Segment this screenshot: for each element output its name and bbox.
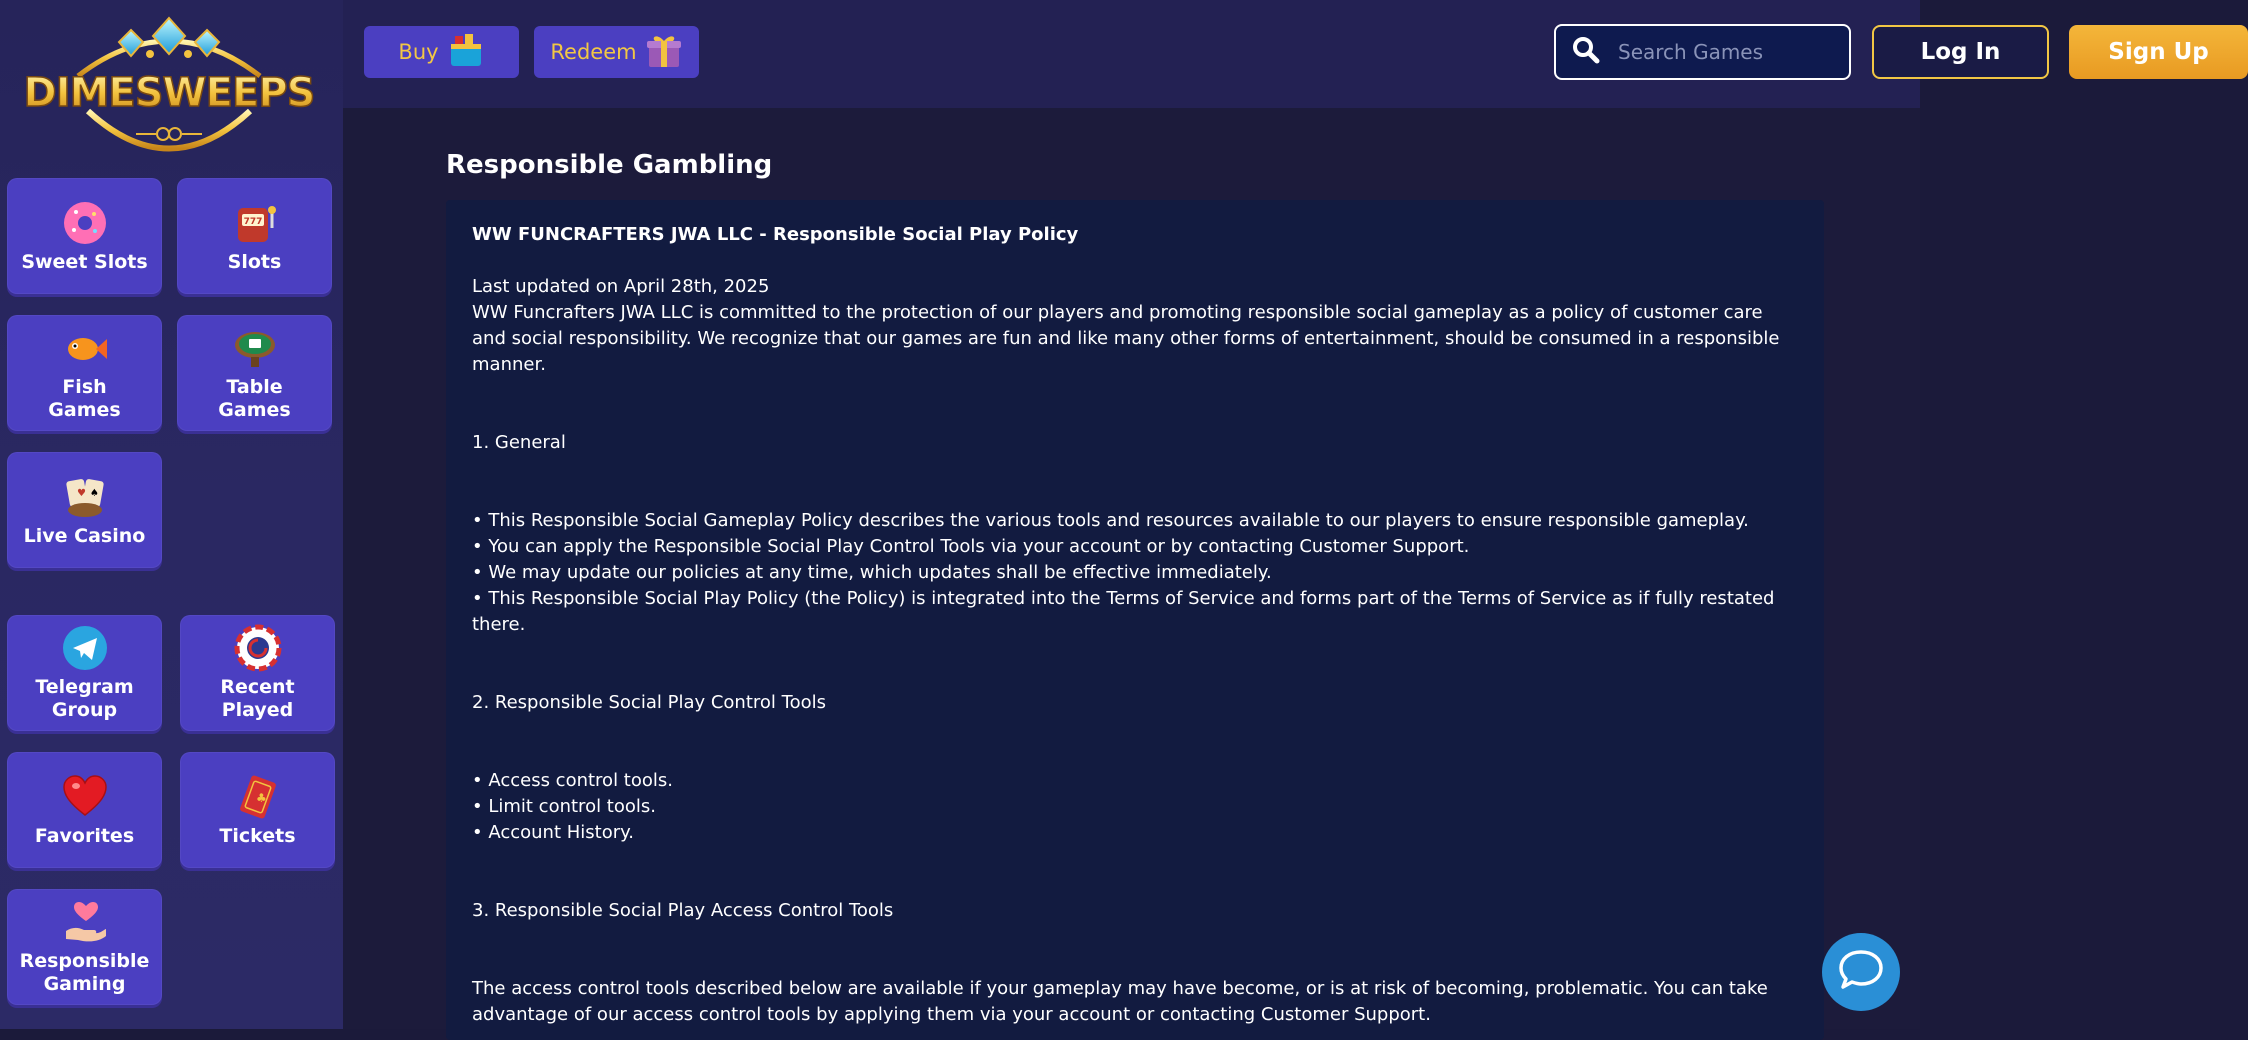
svg-text:♣: ♣	[255, 790, 267, 805]
sidebar-item-label: Table Games	[218, 376, 291, 421]
sidebar-item-fish-games[interactable]	[7, 315, 162, 431]
section-2-title: 2. Responsible Social Play Control Tools	[472, 692, 826, 713]
redeem-button[interactable]	[534, 26, 699, 78]
recent-icon	[234, 624, 282, 672]
logo-wordmark: DIMESWEEPS	[23, 70, 315, 116]
sidebar-item-telegram-group[interactable]	[7, 615, 162, 731]
slot-machine-icon	[231, 199, 279, 247]
search-icon	[1572, 36, 1600, 68]
sidebar-item-label: Telegram Group	[35, 676, 134, 721]
list-item: • You can apply the Responsible Social Play Control Tools via your account or by contacting Customer Support.	[472, 536, 1470, 557]
svg-text:♥: ♥	[76, 487, 86, 499]
sidebar-item-label: Slots	[227, 250, 282, 273]
page-title: Responsible Gambling	[446, 150, 773, 180]
policy-document	[446, 200, 1824, 1040]
donut-icon	[61, 199, 109, 247]
buy-label: Buy	[398, 40, 439, 64]
buy-button[interactable]	[364, 26, 519, 78]
sidebar-item-favorites[interactable]	[7, 752, 162, 868]
sidebar-item-recent-played[interactable]	[180, 615, 335, 731]
sidebar-item-sweet-slots[interactable]	[7, 178, 162, 294]
svg-text:♠: ♠	[89, 487, 99, 499]
list-item: • This Responsible Social Play Policy (the Policy) is integrated into the Terms of Service and forms part of the Terms of Service as if fully restated there.	[472, 588, 1775, 635]
fish-icon	[61, 324, 109, 372]
list-item: • Limit control tools.	[472, 796, 656, 817]
section-3-paragraph: The access control tools described below are available if your gameplay may have become, or is at risk of becoming, problematic. You can take advantage of our access control tools by applying them via your account or contacting Customer Support.	[472, 978, 1768, 1025]
sidebar-item-table-games[interactable]	[177, 315, 332, 431]
svg-text:777: 777	[243, 216, 262, 227]
sidebar-item-label: Favorites	[34, 824, 135, 847]
chat-bubble-icon	[1838, 949, 1884, 995]
redeem-label: Redeem	[550, 40, 637, 64]
top-header	[343, 0, 2209, 108]
list-item: • Account History.	[472, 822, 634, 843]
section-1-title: 1. General	[472, 432, 566, 453]
sidebar-item-label: Responsible Gaming	[19, 950, 150, 995]
gift-icon	[645, 31, 683, 74]
telegram-icon	[61, 624, 109, 672]
chat-support-button[interactable]	[1822, 933, 1900, 1011]
sidebar-item-label: Tickets	[219, 824, 296, 847]
signup-button[interactable]: Sign Up	[2069, 25, 2248, 79]
sidebar-item-label: Live Casino	[23, 524, 146, 547]
sidebar-item-responsible-gaming[interactable]	[7, 889, 162, 1005]
document-heading: WW FUNCRAFTERS JWA LLC - Responsible Social Play Policy	[472, 224, 1079, 245]
heart-icon	[61, 773, 109, 821]
sidebar-item-tickets[interactable]	[180, 752, 335, 868]
last-updated: Last updated on April 28th, 2025	[472, 276, 770, 297]
cards-icon	[61, 473, 109, 521]
search-box[interactable]	[1554, 24, 1851, 80]
sidebar-item-live-casino[interactable]	[7, 452, 162, 568]
sidebar	[0, 0, 343, 1029]
sidebar-item-label: Fish Games	[48, 376, 121, 421]
poker-table-icon	[231, 324, 279, 372]
ticket-icon	[234, 773, 282, 821]
search-input[interactable]	[1618, 40, 1838, 64]
main-content	[343, 108, 1920, 1029]
list-item: • We may update our policies at any time, which updates shall be effective immediately.	[472, 562, 1272, 583]
dimesweeps-logo[interactable]	[18, 16, 320, 158]
intro-paragraph: WW Funcrafters JWA LLC is committed to the protection of our players and promoting responsible social gameplay as a policy of customer care and social responsibility. We recognize that our games are fun and like many other forms of entertainment, should be consumed in a responsible manner.	[472, 302, 1780, 375]
heart-hand-icon	[61, 898, 109, 946]
list-item: • This Responsible Social Gameplay Policy describes the various tools and resources available to our players to ensure responsible gameplay.	[472, 510, 1749, 531]
sidebar-item-slots[interactable]	[177, 178, 332, 294]
list-item: • Access control tools.	[472, 770, 673, 791]
section-3-title: 3. Responsible Social Play Access Control Tools	[472, 900, 894, 921]
sidebar-item-label: Recent Played	[220, 676, 295, 721]
sidebar-item-label: Sweet Slots	[21, 250, 148, 273]
login-button[interactable]: Log In	[1872, 25, 2049, 79]
shopping-basket-icon	[447, 32, 485, 73]
